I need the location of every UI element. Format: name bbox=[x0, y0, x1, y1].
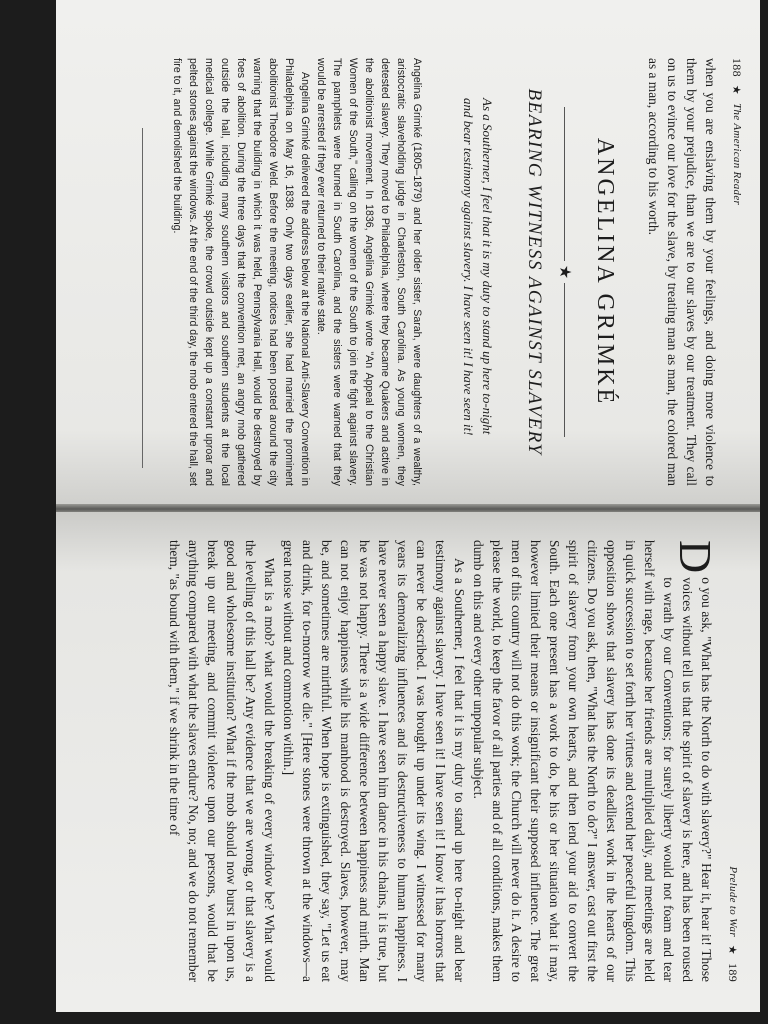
introduction bbox=[169, 58, 425, 486]
star-icon: ★ bbox=[726, 944, 739, 956]
intro-paragraph: Angelina Grimké delivered the address below at the National Anti-Slavery Convention in Philadelphia on May 16, 1838. Only two days earlier, she had married the prominent abolitionist Theodore Weld. Before the meeting, notices had been posted around the city warning that the building in which it was held, Pennsylvania Hall, would be destroyed by foes of abolition. During the three days that the convention met, an angry mob gathered outside the hall, including many southern visitors and southern students at the local medical college. While Grimké spoke, the crowd outside kept up a constant uproar and pelted stones against the windows. At the end of the third day, the mob entered the hall, set fire to it, and demolished the building. bbox=[171, 58, 311, 486]
intro-paragraph: Angelina Grimké (1805–1879) and her older sister, Sarah, were daughters of a wealthy, aristocratic slaveholding judge in Charleston, South Carolina. As young women, they detested slavery. They moved to Philadelphia, where they became Quakers and active in the abolitionist movement. In 1836, Angelina Grimké wrote "An Appeal to the Christian Women of the South," calling on the women of the South to join the fight against slavery. The pamphlets were burned in South Carolina, and the sisters were warned that they would be arrested if they ever returned to their native state. bbox=[315, 58, 423, 486]
end-rule bbox=[142, 128, 143, 468]
speech-text bbox=[165, 540, 721, 982]
drop-cap: D bbox=[670, 540, 721, 574]
left-page-number: 188 bbox=[730, 58, 745, 77]
chapter-title: BEARING WITNESS AGAINST SLAVERY bbox=[524, 88, 545, 456]
epigraph: As a Southerner, I feel that it is my duty to stand up here to-night and bear testimony against slavery. I have seen it! I have seen it! bbox=[461, 98, 495, 436]
right-page bbox=[56, 512, 760, 1012]
right-running-head bbox=[724, 540, 742, 982]
speech-paragraph bbox=[469, 540, 721, 982]
ornament-divider bbox=[555, 107, 575, 437]
speech-paragraph-text: o you ask, "What has the North to do with slavery?" Hear it, hear it! Those voices without tell us that the spirit of slavery is here, and has been roused to wrath by our Conventions; for surely liberty would not foam and tear herself with rage, because her friends are multiplied daily, and meetings are held in quick succession to set forth her virtues and extend her peaceful kingdom. This opposition shows that slavery has done its deadliest work in the hearts of our citizens. Do you ask, then, "What has the North to do?" I answer, cast out first the spirit of slavery from your own hearts, and then lend your aid to convert the South. Each one present has a work to do, be his or her situation what it may, however limited their means or insignificant their supposed influence. The great men of this country will not do this work; the Church will never do it. A desire to please the world, to keep the favor of all parties and of all conditions, makes them dumb on this and every other unpopular subject. bbox=[471, 540, 714, 982]
right-page-number: 189 bbox=[726, 963, 741, 982]
speech-paragraph: What is a mob? what would the breaking of every window be? What would the levelling of this hall be? Any evidence that we are wrong, or that slavery is a good and wholesome institution? What if the mob should now burst in upon us, break up our meeting, and commit violence upon our persons, would that be anything compared with what the slaves endure? No, no; and we do not remember them, "as bound with them," if we shrink in the time of bbox=[167, 540, 277, 982]
continuation-paragraph: when you are enslaving them by your feelings, and doing more violence to them by your prejudice, than we are to our slaves by our treatment. They call on us to evince our love for the slave, by treating man as man, the colored man as a man, according to his worth. bbox=[646, 58, 718, 486]
chapter-heading bbox=[523, 58, 618, 486]
left-running-head-title: The American Reader bbox=[731, 103, 743, 206]
star-icon: ★ bbox=[730, 84, 743, 96]
left-running-head bbox=[728, 58, 746, 486]
star-ornament-icon: ★ bbox=[556, 264, 573, 280]
right-running-head-title: Prelude to War bbox=[727, 866, 739, 937]
author-name: ANGELINA GRIMKÉ bbox=[592, 137, 618, 407]
continuation-text bbox=[644, 58, 720, 486]
speech-paragraph: As a Southerner, I feel that it is my duty to stand up here to-night and bear testimony against slavery. I have seen it! I have seen it! I know it has horrors that can never be described. I was brought up under its wing. I witnessed for many years its demoralizing influences and its destructiveness to human happiness. I have never seen a happy slave. I have seen him dance in his chains, it is true, but he was not happy. There is a wide difference between happiness and mirth. Man can not enjoy happiness while his manhood is destroyed. Slaves, however, may be, and sometimes are mirthful. When hope is extinguished, they say, "Let us eat and drink, for to-morrow we die." [Here stones were thrown at the windows—a great noise without and commotion within.] bbox=[281, 540, 467, 982]
left-page bbox=[56, 0, 760, 506]
